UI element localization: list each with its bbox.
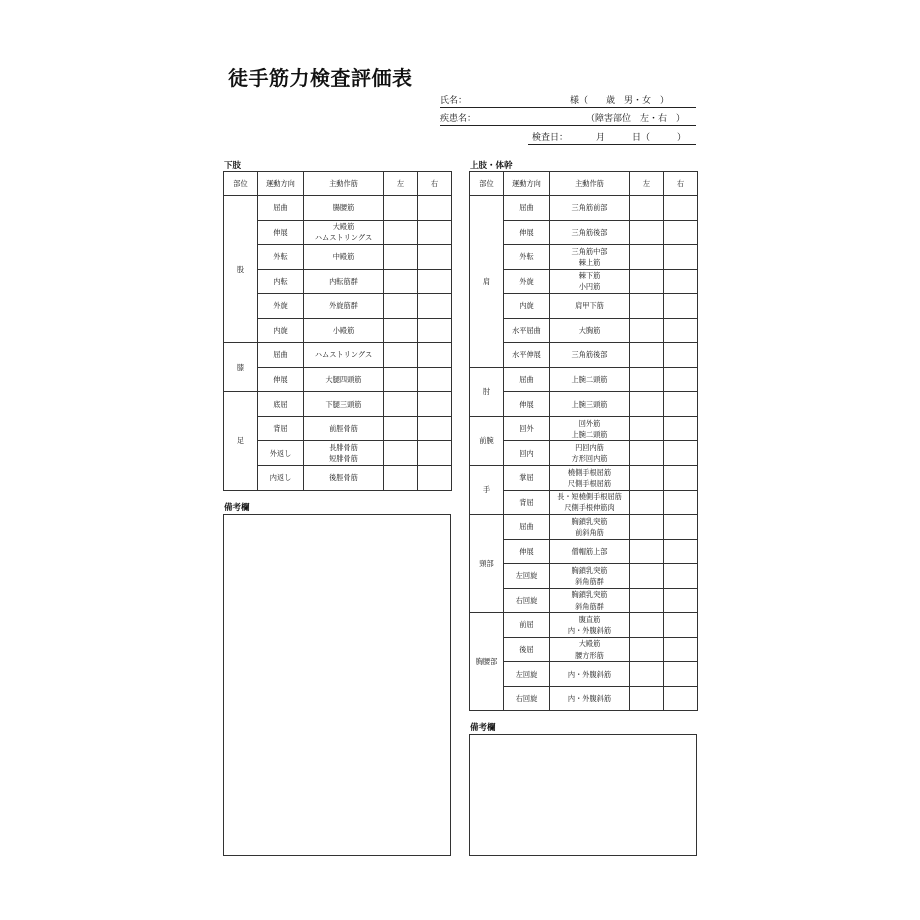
movement-direction-cell: 外旋 [258, 294, 304, 319]
muscle-name: 前脛骨筋 [329, 424, 358, 434]
header-muscle: 主動作筋 [550, 172, 630, 196]
muscle-name: 胸鎖乳突筋 [571, 565, 608, 575]
header-direction: 運動方向 [504, 172, 550, 196]
prime-mover-cell [550, 392, 630, 417]
date-label: 検査日： [532, 133, 569, 143]
movement-direction-cell: 伸展 [504, 539, 550, 564]
name-label: 氏名： [440, 96, 468, 106]
table-row [470, 637, 698, 662]
score-left-cell[interactable] [630, 490, 664, 515]
prime-mover-cell [550, 318, 630, 343]
muscle-name: 中殿筋 [332, 252, 355, 262]
prime-mover-cell [304, 318, 384, 343]
name-suffix: 様（ 歳 男・女 ） [570, 96, 670, 106]
movement-direction-cell: 底屈 [258, 392, 304, 417]
score-right-cell[interactable] [664, 515, 698, 540]
score-right-cell[interactable] [664, 466, 698, 491]
score-right-cell[interactable] [664, 343, 698, 368]
score-left-cell[interactable] [384, 466, 418, 491]
muscle-name: 大腿四頭筋 [325, 375, 362, 385]
table-row [470, 318, 698, 343]
score-right-cell[interactable] [418, 343, 452, 368]
disease-name-field[interactable] [440, 110, 696, 126]
table-header-row [470, 172, 698, 196]
movement-direction-cell: 右回旋 [504, 686, 550, 711]
score-left-cell[interactable] [630, 392, 664, 417]
movement-direction-cell: 屈曲 [504, 196, 550, 221]
table-row [470, 466, 698, 491]
table-row [470, 515, 698, 540]
table-row [470, 416, 698, 441]
prime-mover-cell [550, 294, 630, 319]
table-row [470, 245, 698, 270]
score-left-cell[interactable] [630, 515, 664, 540]
movement-direction-cell: 屈曲 [504, 515, 550, 540]
table-row [470, 686, 698, 711]
muscle-name: 下腿三頭筋 [325, 399, 362, 409]
muscle-name: 棘上筋 [578, 257, 601, 267]
muscle-name: 大殿筋 [578, 639, 601, 649]
remarks-box-left[interactable] [223, 514, 451, 856]
table-row [470, 441, 698, 466]
score-right-cell[interactable] [664, 441, 698, 466]
muscle-name: 内・外腹斜筋 [567, 669, 612, 679]
page-title: 徒手筋力検査評価表 [228, 66, 413, 90]
score-left-cell[interactable] [384, 269, 418, 294]
table-header-row [224, 172, 452, 196]
lower-limb-section-title: 下肢 [224, 161, 242, 171]
score-left-cell[interactable] [384, 416, 418, 441]
table-row [224, 416, 452, 441]
score-right-cell[interactable] [418, 441, 452, 466]
movement-direction-cell: 水平屈曲 [504, 318, 550, 343]
table-row [224, 220, 452, 245]
score-right-cell[interactable] [664, 416, 698, 441]
muscle-name: 長・短橈側手根屈筋 [557, 492, 622, 502]
muscle-name: 大殿筋 [332, 222, 355, 232]
muscle-name: 大胸筋 [578, 325, 601, 335]
remarks-box-right[interactable] [469, 734, 697, 856]
table-row [470, 564, 698, 589]
score-left-cell[interactable] [384, 196, 418, 221]
header-left: 左 [384, 172, 418, 196]
movement-direction-cell: 左回旋 [504, 662, 550, 687]
muscle-name: 内転筋群 [329, 276, 358, 286]
movement-direction-cell: 屈曲 [258, 343, 304, 368]
muscle-name: 腰方形筋 [575, 650, 604, 660]
prime-mover-cell [550, 686, 630, 711]
score-right-cell[interactable] [418, 220, 452, 245]
prime-mover-cell [304, 367, 384, 392]
score-right-cell[interactable] [664, 686, 698, 711]
table-row [470, 269, 698, 294]
muscle-name: 肩甲下筋 [575, 301, 604, 311]
table-row [470, 367, 698, 392]
muscle-name: 胸鎖乳突筋 [571, 590, 608, 600]
score-right-cell[interactable] [418, 245, 452, 270]
muscle-name: 三角筋前部 [571, 203, 608, 213]
score-right-cell[interactable] [418, 318, 452, 343]
score-right-cell[interactable] [664, 588, 698, 613]
movement-direction-cell: 伸展 [258, 220, 304, 245]
score-left-cell[interactable] [630, 686, 664, 711]
movement-direction-cell: 掌屈 [504, 466, 550, 491]
score-right-cell[interactable] [418, 416, 452, 441]
prime-mover-cell [304, 294, 384, 319]
muscle-name: 円回内筋 [575, 443, 604, 453]
muscle-name: 腸腰筋 [332, 203, 355, 213]
header-muscle: 主動作筋 [304, 172, 384, 196]
prime-mover-cell [550, 613, 630, 638]
movement-direction-cell: 内旋 [504, 294, 550, 319]
prime-mover-cell [304, 269, 384, 294]
score-right-cell[interactable] [664, 318, 698, 343]
score-right-cell[interactable] [664, 564, 698, 589]
prime-mover-cell [550, 367, 630, 392]
prime-mover-cell [550, 662, 630, 687]
muscle-name: 三角筋後部 [571, 350, 608, 360]
muscle-name: 三角筋後部 [571, 227, 608, 237]
header-left: 左 [630, 172, 664, 196]
movement-direction-cell: 左回旋 [504, 564, 550, 589]
score-left-cell[interactable] [630, 466, 664, 491]
movement-direction-cell: 回外 [504, 416, 550, 441]
movement-direction-cell: 内返し [258, 466, 304, 491]
muscle-name: ハムストリングス [314, 233, 373, 243]
muscle-name: 腹直筋 [578, 614, 601, 624]
header-right: 右 [664, 172, 698, 196]
prime-mover-cell [550, 490, 630, 515]
prime-mover-cell [550, 588, 630, 613]
score-left-cell[interactable] [630, 245, 664, 270]
prime-mover-cell [550, 220, 630, 245]
table-row [224, 466, 452, 491]
body-part-cell: 手 [470, 466, 504, 515]
muscle-name: 方形回内筋 [571, 454, 608, 464]
table-row [470, 613, 698, 638]
movement-direction-cell: 伸展 [504, 220, 550, 245]
movement-direction-cell: 外返し [258, 441, 304, 466]
score-right-cell[interactable] [664, 392, 698, 417]
score-left-cell[interactable] [630, 294, 664, 319]
exam-date-field[interactable] [528, 129, 696, 145]
prime-mover-cell [550, 416, 630, 441]
body-part-cell: 頸部 [470, 515, 504, 613]
muscle-name: 内・外腹斜筋 [567, 694, 612, 704]
header-part: 部位 [224, 172, 258, 196]
score-right-cell[interactable] [664, 294, 698, 319]
muscle-name: 小円筋 [578, 282, 601, 292]
movement-direction-cell: 水平伸展 [504, 343, 550, 368]
movement-direction-cell: 背屈 [258, 416, 304, 441]
score-right-cell[interactable] [664, 490, 698, 515]
table-row [470, 392, 698, 417]
body-part-cell: 前腕 [470, 416, 504, 465]
score-right-cell[interactable] [418, 294, 452, 319]
remarks-label-left: 備考欄 [224, 503, 250, 513]
prime-mover-cell [304, 441, 384, 466]
body-part-cell: 足 [224, 392, 258, 490]
movement-direction-cell: 伸展 [258, 367, 304, 392]
muscle-name: ハムストリングス [314, 350, 373, 360]
table-row [470, 539, 698, 564]
muscle-name: 三角筋中部 [571, 246, 608, 256]
upper-limb-trunk-section-title: 上肢・体幹 [470, 161, 513, 171]
score-left-cell[interactable] [384, 220, 418, 245]
table-row [224, 269, 452, 294]
table-row [470, 588, 698, 613]
movement-direction-cell: 右回旋 [504, 588, 550, 613]
score-right-cell[interactable] [664, 269, 698, 294]
muscle-name: 胸鎖乳突筋 [571, 516, 608, 526]
movement-direction-cell: 背屈 [504, 490, 550, 515]
prime-mover-cell [550, 269, 630, 294]
muscle-name: 棘下筋 [578, 271, 601, 281]
table-row [224, 196, 452, 221]
score-left-cell[interactable] [630, 662, 664, 687]
lower-limb-table [223, 171, 452, 491]
muscle-name: 斜角筋群 [575, 601, 604, 611]
score-left-cell[interactable] [630, 367, 664, 392]
score-left-cell[interactable] [630, 220, 664, 245]
prime-mover-cell [550, 539, 630, 564]
header-right: 右 [418, 172, 452, 196]
movement-direction-cell: 外転 [258, 245, 304, 270]
score-left-cell[interactable] [630, 588, 664, 613]
table-row [224, 294, 452, 319]
table-row [470, 490, 698, 515]
table-row [470, 196, 698, 221]
prime-mover-cell [550, 343, 630, 368]
muscle-name: 前斜角筋 [575, 527, 604, 537]
prime-mover-cell [304, 392, 384, 417]
score-right-cell[interactable] [664, 196, 698, 221]
score-right-cell[interactable] [664, 637, 698, 662]
body-part-cell: 股 [224, 196, 258, 343]
upper-limb-trunk-table [469, 171, 698, 711]
movement-direction-cell: 後屈 [504, 637, 550, 662]
score-left-cell[interactable] [630, 441, 664, 466]
prime-mover-cell [304, 466, 384, 491]
table-row [224, 367, 452, 392]
score-left-cell[interactable] [384, 367, 418, 392]
score-left-cell[interactable] [630, 196, 664, 221]
movement-direction-cell: 回内 [504, 441, 550, 466]
movement-direction-cell: 屈曲 [258, 196, 304, 221]
date-suffix: 月 日（ ） [596, 133, 687, 143]
prime-mover-cell [550, 441, 630, 466]
movement-direction-cell: 内転 [258, 269, 304, 294]
score-right-cell[interactable] [418, 392, 452, 417]
table-row [224, 392, 452, 417]
score-left-cell[interactable] [630, 564, 664, 589]
score-right-cell[interactable] [418, 196, 452, 221]
body-part-cell: 膝 [224, 343, 258, 392]
prime-mover-cell [304, 220, 384, 245]
score-left-cell[interactable] [384, 392, 418, 417]
table-row [224, 441, 452, 466]
muscle-name: 上腕二頭筋 [571, 375, 608, 385]
prime-mover-cell [550, 245, 630, 270]
muscle-name: 上腕二頭筋 [571, 429, 608, 439]
movement-direction-cell: 内旋 [258, 318, 304, 343]
prime-mover-cell [304, 416, 384, 441]
score-left-cell[interactable] [630, 269, 664, 294]
disease-suffix: （障害部位 左・右 ） [586, 114, 686, 124]
muscle-name: 僧帽筋上部 [571, 546, 608, 556]
score-left-cell[interactable] [630, 613, 664, 638]
table-row [470, 220, 698, 245]
score-left-cell[interactable] [384, 294, 418, 319]
prime-mover-cell [550, 637, 630, 662]
patient-name-field[interactable] [440, 92, 696, 108]
score-right-cell[interactable] [664, 367, 698, 392]
score-right-cell[interactable] [418, 269, 452, 294]
body-part-cell: 胸腰部 [470, 613, 504, 711]
muscle-name: 上腕三頭筋 [571, 399, 608, 409]
score-left-cell[interactable] [384, 318, 418, 343]
body-part-cell: 肩 [470, 196, 504, 368]
muscle-name: 外旋筋群 [329, 301, 358, 311]
table-row [470, 294, 698, 319]
table-row [224, 318, 452, 343]
score-left-cell[interactable] [630, 343, 664, 368]
table-row [224, 245, 452, 270]
header-part: 部位 [470, 172, 504, 196]
body-part-cell: 肘 [470, 367, 504, 416]
prime-mover-cell [304, 245, 384, 270]
movement-direction-cell: 前屈 [504, 613, 550, 638]
table-row [224, 343, 452, 368]
remarks-label-right: 備考欄 [470, 723, 496, 733]
muscle-name: 橈側手根屈筋 [567, 467, 612, 477]
disease-label: 疾患名： [440, 114, 477, 124]
prime-mover-cell [304, 196, 384, 221]
muscle-name: 内・外腹斜筋 [567, 626, 612, 636]
table-row [470, 662, 698, 687]
score-right-cell[interactable] [418, 466, 452, 491]
score-left-cell[interactable] [630, 637, 664, 662]
score-left-cell[interactable] [630, 318, 664, 343]
table-row [470, 343, 698, 368]
muscle-name: 回外筋 [578, 418, 601, 428]
muscle-name: 小殿筋 [332, 325, 355, 335]
score-right-cell[interactable] [664, 539, 698, 564]
movement-direction-cell: 外転 [504, 245, 550, 270]
muscle-name: 後脛骨筋 [329, 473, 358, 483]
score-left-cell[interactable] [384, 245, 418, 270]
score-left-cell[interactable] [630, 539, 664, 564]
prime-mover-cell [550, 466, 630, 491]
muscle-name: 斜角筋群 [575, 576, 604, 586]
movement-direction-cell: 伸展 [504, 392, 550, 417]
score-left-cell[interactable] [384, 343, 418, 368]
muscle-name: 尺側手根屈筋 [567, 478, 612, 488]
score-right-cell[interactable] [418, 367, 452, 392]
score-right-cell[interactable] [664, 662, 698, 687]
prime-mover-cell [550, 196, 630, 221]
muscle-name: 長腓骨筋 [329, 443, 358, 453]
muscle-name: 短腓骨筋 [329, 454, 358, 464]
muscle-name: 尺側手根伸筋肉 [564, 503, 615, 513]
movement-direction-cell: 外旋 [504, 269, 550, 294]
score-right-cell[interactable] [664, 613, 698, 638]
score-left-cell[interactable] [630, 416, 664, 441]
score-right-cell[interactable] [664, 220, 698, 245]
prime-mover-cell [550, 515, 630, 540]
score-right-cell[interactable] [664, 245, 698, 270]
prime-mover-cell [550, 564, 630, 589]
prime-mover-cell [304, 343, 384, 368]
movement-direction-cell: 屈曲 [504, 367, 550, 392]
score-left-cell[interactable] [384, 441, 418, 466]
header-direction: 運動方向 [258, 172, 304, 196]
